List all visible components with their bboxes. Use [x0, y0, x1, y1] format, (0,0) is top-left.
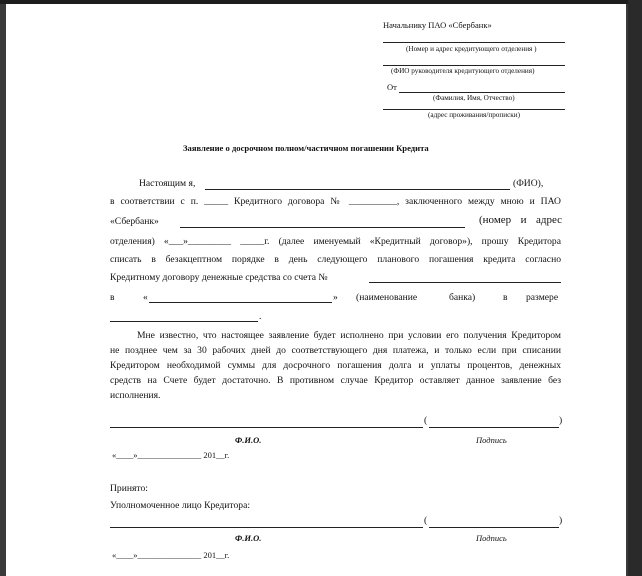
document-title: Заявление о досрочном полном/частичном погашении Кредита	[183, 143, 429, 153]
from-label: От	[387, 82, 397, 92]
officer-fio-label: Ф.И.О.	[235, 533, 262, 543]
body-l7-e: банка)	[449, 292, 476, 303]
body-l2: в соответствии с п. _____ Кредитного договора № __________, заключенного между мною и ПАО	[110, 196, 561, 207]
signature1-open: (	[424, 415, 428, 426]
bank-name-line	[149, 302, 332, 303]
amount-field-line	[110, 321, 258, 322]
branch-number-line	[180, 227, 465, 228]
name-field-line	[399, 92, 565, 93]
officer-date: «____»_______________ 201__г.	[112, 550, 230, 560]
signature1-close: )	[559, 415, 563, 426]
para2-line5: исполнения.	[110, 390, 161, 401]
body-l3-end: (номер и адрес	[479, 214, 562, 226]
head-caption: (ФИО руководителя кредитующего отделения)	[391, 67, 535, 75]
window-frame-right	[628, 0, 642, 576]
body-l6: Кредитному договору денежные средства со счета №	[110, 272, 328, 283]
body-l7-d: (наименование	[356, 292, 418, 303]
signature1-sign-line	[429, 427, 559, 428]
officer-open: (	[424, 515, 428, 526]
accepted-label: Принято:	[110, 483, 148, 494]
body-l7-f: в	[503, 292, 508, 303]
para2-line3: Кредитором необходимой суммы для досрочного погашения долга и уплаты процентов, денежных	[110, 360, 561, 371]
head-field-line	[383, 65, 565, 66]
name-caption: (Фамилия, Имя, Отчество)	[433, 94, 515, 102]
body-l1-end: (ФИО),	[513, 178, 544, 189]
officer-close: )	[559, 515, 563, 526]
creditor-officer-label: Уполномоченное лицо Кредитора:	[110, 500, 251, 511]
officer-fio-line	[110, 527, 423, 528]
body-l7-c: »	[333, 292, 338, 303]
body-l7-a: в	[110, 292, 115, 303]
document-page	[6, 4, 626, 576]
address-caption: (адрес проживания/прописки)	[428, 111, 520, 119]
body-l3-start: «Сбербанк»	[110, 216, 159, 227]
branch-caption: (Номер и адрес кредитующего отделения )	[406, 45, 537, 53]
address-field-line	[383, 109, 565, 110]
body-l5: списать в безакцептном порядке в день следующего планового погашения кредита согласно	[110, 254, 561, 265]
fio-field-line	[205, 189, 510, 190]
body-l4: отделения) «___»_________ _____г. (далее именуемый «Кредитный договор»), прошу Кредитора	[110, 236, 561, 247]
officer-sign-line	[429, 527, 559, 528]
para2-line1: Мне известно, что настоящее заявление будет исполнено при условии его получения Кредитором	[137, 330, 561, 341]
officer-sign-label: Подпись	[476, 533, 507, 543]
para2-line2: не позднее чем за 30 рабочих дней до соответствующего дня платежа, и только если при списании	[110, 345, 561, 356]
branch-field-line	[383, 42, 565, 43]
para2-line4: средств на Счете будет достаточно. В противном случае Кредитор оставляет данное заявление без	[110, 375, 561, 386]
signature1-fio-label: Ф.И.О.	[235, 435, 262, 445]
recipient-line: Начальнику ПАО «Сбербанк»	[383, 20, 492, 30]
signature1-sign-label: Подпись	[476, 435, 507, 445]
account-field-line	[369, 282, 561, 283]
body-l8-end: .	[259, 311, 262, 322]
body-l1-start: Настоящим я,	[139, 178, 196, 189]
signature1-date: «____»_______________ 201__г.	[112, 450, 230, 460]
signature1-fio-line	[110, 427, 423, 428]
body-l7-b: «	[143, 292, 148, 303]
body-l7-g: размере	[526, 292, 559, 303]
